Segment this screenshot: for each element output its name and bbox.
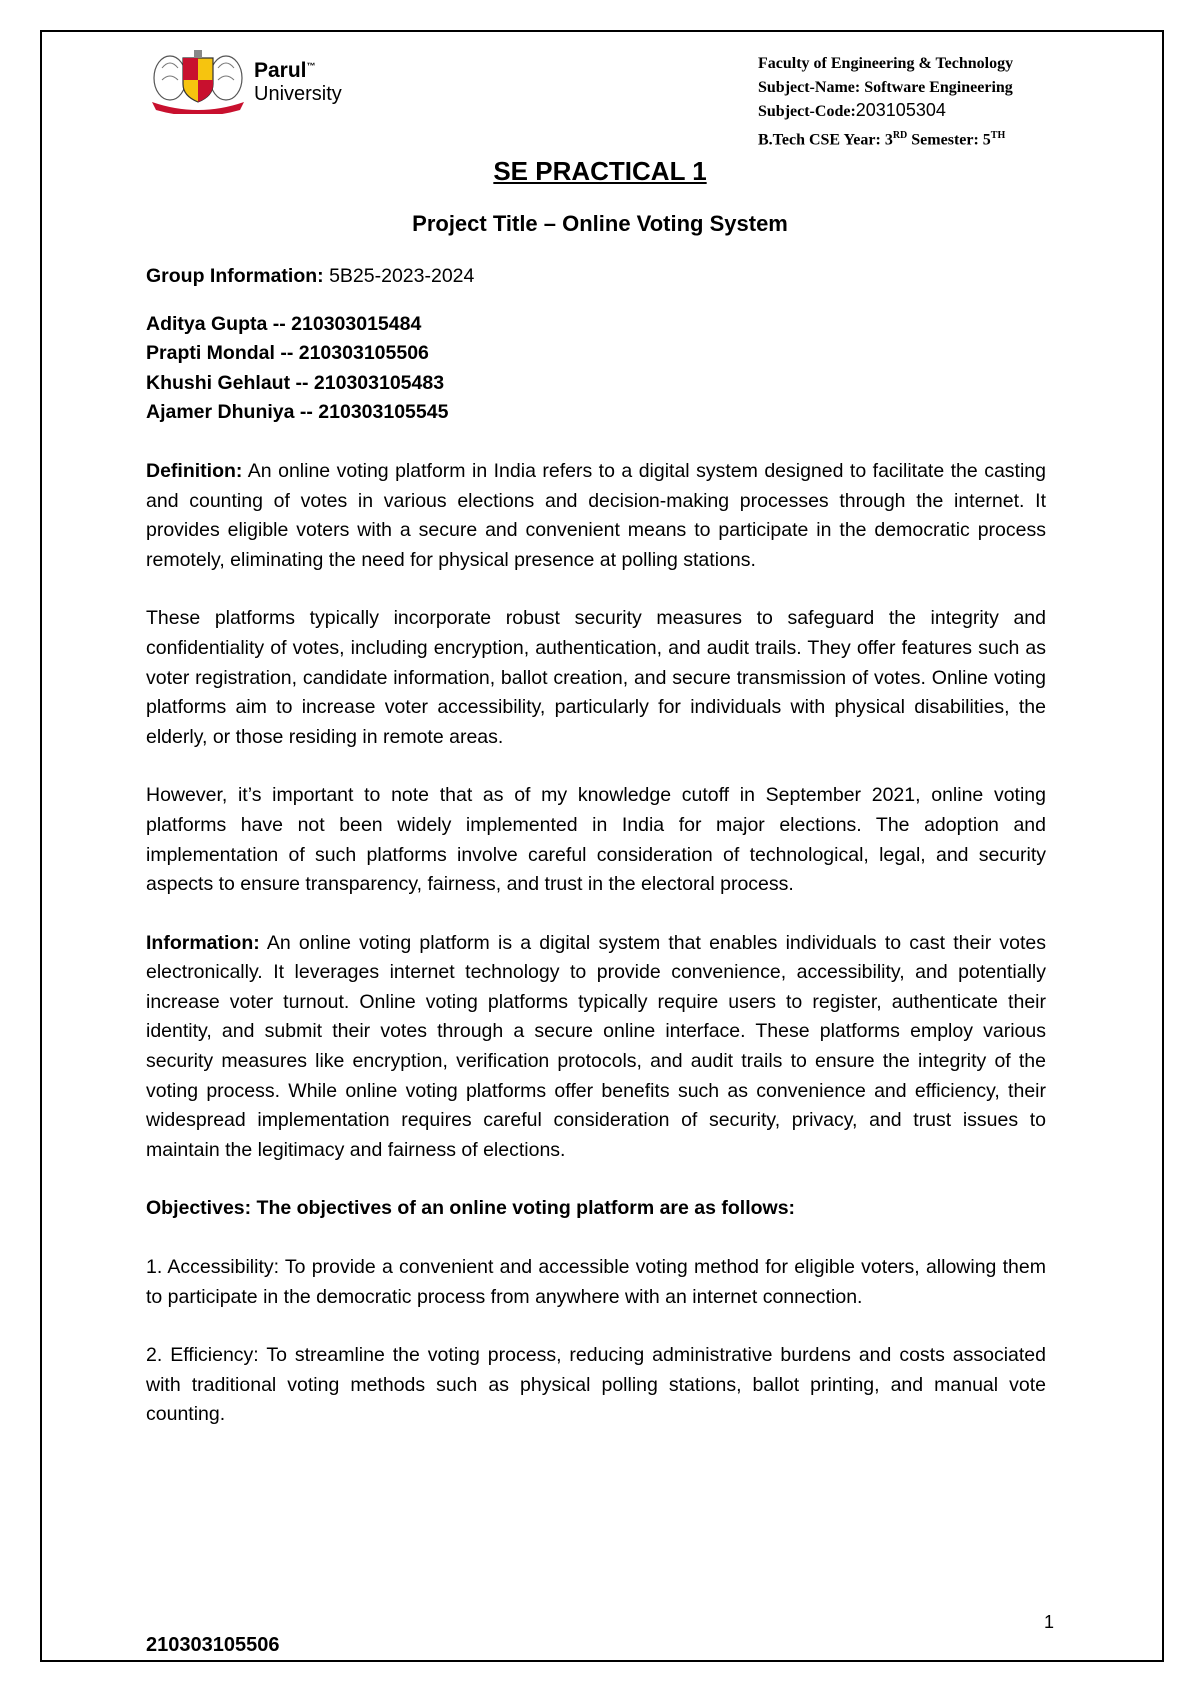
definition-text: An online voting platform in India refers to a digital system designed to facilitate the casting and counting of votes in various elections and decision-making processes through the internet. It provides eligible voters with a secure and convenient means to participate in the democratic process remotely, eliminating the need for physical presence at polling stations. (146, 459, 1046, 571)
logo-subtitle: University (254, 83, 342, 105)
logo-trademark: ™ (306, 61, 316, 71)
subject-code-value: 203105304 (855, 100, 946, 120)
member-item: Ajamer Dhuniya -- 210303105545 (146, 401, 449, 424)
year-suffix: RD (892, 129, 908, 141)
year-text: B.Tech CSE Year: 3 (758, 130, 893, 148)
member-list (146, 310, 1046, 428)
document-body (146, 262, 1046, 1430)
however-paragraph: However, it’s important to note that as of my knowledge cutoff in September 2021, online voting platforms have not been widely implemented in India for major elections. The adoption and implementation of such platforms involve careful consideration of technological, legal, and security aspects to ensure transparency, fairness, and trust in the electoral process. (146, 784, 1046, 896)
footer-enrollment-id: 210303105506 (146, 1634, 280, 1656)
member-item: Khushi Gehlaut -- 210303105483 (146, 371, 445, 394)
group-value: 5B25-2023-2024 (323, 265, 475, 287)
logo-name: Parul (254, 59, 307, 82)
information-label: Information: (146, 931, 260, 954)
group-label: Group Information: (146, 265, 324, 287)
university-logo (148, 46, 358, 116)
objective-item: 1. Accessibility: To provide a convenient and accessible voting method for eligible voters, allowing them to participate in the democratic process from anywhere with an internet connection. (146, 1256, 1046, 1308)
project-title: Project Title – Online Voting System (412, 211, 788, 236)
platforms-paragraph: These platforms typically incorporate robust security measures to safeguard the integrity and confidentiality of votes, including encryption, authentication, and audit trails. They offer features such as voter registration, candidate information, ballot creation, and secure transmission of votes. Online voting platforms aim to increase voter accessibility, particularly for individuals with physical disabilities, the elderly, or those residing in remote areas. (146, 607, 1046, 748)
information-paragraph (146, 929, 1046, 1166)
semester-text: Semester: 5 (907, 130, 991, 148)
subject-name-line: Subject-Name: Software Engineering (758, 78, 1013, 96)
information-text: An online voting platform is a digital system that enables individuals to cast their votes electronically. It leverages internet technology to provide convenience, accessibility, and potentially increase voter turnout. Online voting platforms typically require users to register, authenticate their identity, and submit their votes through a secure online interface. These platforms employ various security measures like encryption, verification protocols, and audit trails to ensure the integrity of the voting process. While online voting platforms offer benefits such as convenience and efficiency, their widespread implementation requires careful consideration of security, privacy, and trust issues to maintain the legitimacy and fairness of elections. (146, 931, 1046, 1161)
faculty-line: Faculty of Engineering & Technology (758, 55, 1014, 72)
subject-code-line (758, 99, 1058, 124)
university-crest-icon (148, 46, 248, 114)
objectives-heading: Objectives: The objectives of an online voting platform are as follows: (146, 1197, 796, 1220)
subject-code-label: Subject-Code: (758, 103, 856, 120)
page-number: 1 (1044, 1612, 1055, 1632)
group-information (146, 262, 1046, 292)
member-item: Prapti Mondal -- 210303105506 (146, 342, 429, 365)
member-item: Aditya Gupta -- 210303015484 (146, 312, 422, 335)
objective-item: 2. Efficiency: To streamline the voting process, reducing administrative burdens and costs associated with traditional voting methods such as physical polling stations, ballot printing, and manual vote counting. (146, 1344, 1046, 1426)
definition-label: Definition: (146, 459, 243, 482)
definition-paragraph (146, 457, 1046, 575)
year-semester-line (758, 124, 1058, 152)
header-info (758, 52, 1058, 151)
semester-suffix: TH (990, 129, 1006, 141)
page-title: SE PRACTICAL 1 (493, 156, 707, 186)
